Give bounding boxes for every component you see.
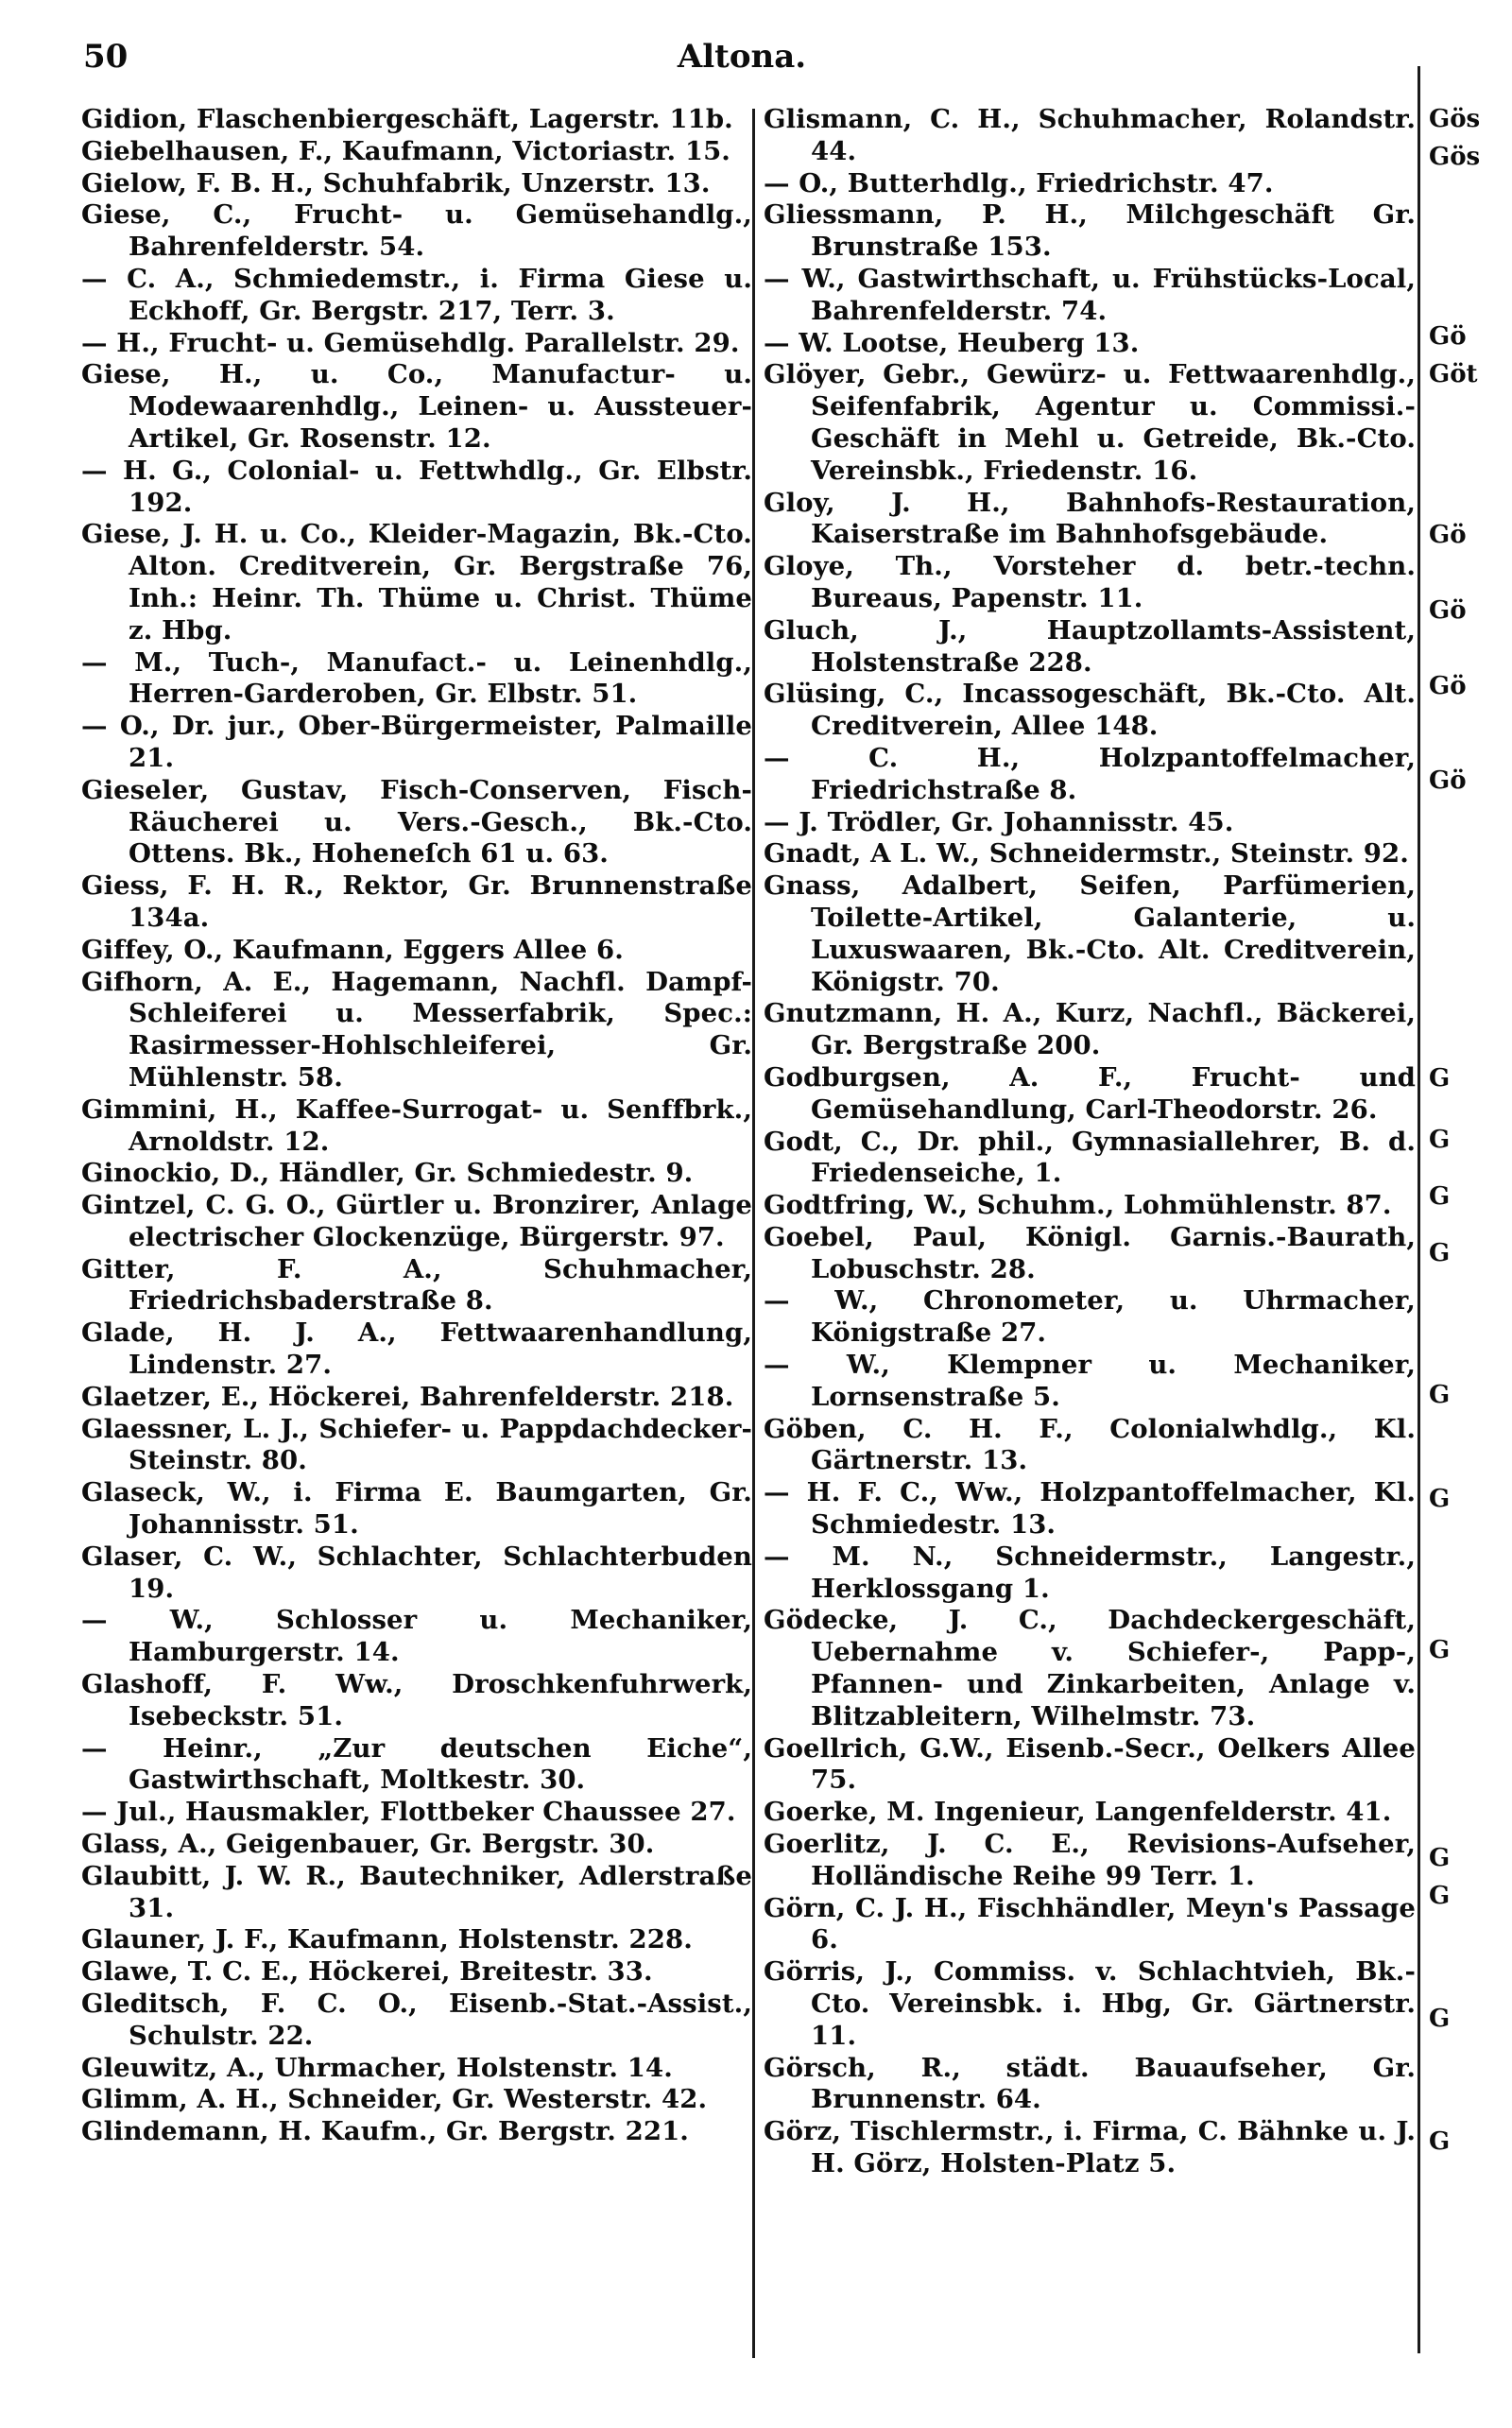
next-column-fragment (1427, 104, 1512, 2353)
directory-entry: Gielow, F. B. H., Schuhfabrik, Unzerstr. 13. (81, 167, 711, 198)
directory-entry: — M. N., Schneidermstr., Langestr., Herklossgang 1. (764, 1541, 1416, 1604)
clipped-entry-fragment: G (1429, 1882, 1451, 1910)
directory-entry: Gintzel, C. G. O., Gürtler u. Bronzirer, Anlage electrischer Glockenzüge, Bürgerstr. 97. (81, 1190, 752, 1252)
directory-entry: Gimmini, H., Kaffee-Surrogat- u. Senffbrk., Arnoldstr. 12. (81, 1093, 752, 1157)
directory-entry: Goerlitz, J. C. E., Revisions-Aufseher, Holländische Reihe 99 Terr. 1. (764, 1829, 1416, 1891)
directory-entry: Glaubitt, J. W. R., Bautechniker, Adlerstraße 31. (81, 1860, 752, 1923)
right-column (764, 104, 1416, 2180)
directory-entry: Glüsing, C., Incassogeschäft, Bk.-Cto. Alt. Creditverein, Allee 148. (764, 679, 1416, 742)
directory-entry: Görn, C. J. H., Fischhändler, Meyn's Passage 6. (764, 1892, 1416, 1955)
page-header (66, 17, 1418, 76)
directory-entry: Glöyer, Gebr., Gewürz- u. Fettwaarenhdlg., Seifenfabrik, Agentur u. Commissi.-Geschäft in Mehl u. Getreide, Bk.-Cto. Vereinsbk., Friedenstr. 16. (764, 359, 1416, 486)
directory-entry: Giess, F. H. R., Rektor, Gr. Brunnenstraße 134a. (81, 870, 752, 933)
directory-entry: — W., Gastwirthschaft, u. Frühstücks-Local, Bahrenfelderstr. 74. (764, 263, 1416, 326)
directory-entry: Goebel, Paul, Königl. Garnis.-Baurath, Lobuschstr. 28. (764, 1221, 1416, 1284)
clipped-entry-fragment: Gö (1429, 596, 1467, 625)
clipped-entry-fragment: Göt (1429, 360, 1478, 388)
clipped-entry-fragment: Gös (1429, 143, 1481, 171)
directory-entry: — W. Lootse, Heuberg 13. (764, 327, 1140, 358)
directory-entry: Giese, J. H. u. Co., Kleider-Magazin, Bk.-Cto. Alton. Creditverein, Gr. Bergstraße 76, Inh.: Heinr. Th. Thüme u. Christ. Thüme z. Hbg. (81, 519, 752, 646)
directory-entry: Glass, A., Geigenbauer, Gr. Bergstr. 30. (81, 1829, 655, 1860)
directory-entry: Glimm, A. H., Schneider, Gr. Westerstr. 42. (81, 2084, 708, 2115)
directory-entry: — H. G., Colonial- u. Fettwhdlg., Gr. Elbstr. 192. (81, 455, 752, 518)
directory-entry: Godt, C., Dr. phil., Gymnasiallehrer, B. d. Friedenseiche, 1. (764, 1126, 1416, 1189)
directory-entry: Goerke, M. Ingenieur, Langenfelderstr. 41. (764, 1797, 1392, 1828)
directory-entry: — H. F. C., Ww., Holzpantoffelmacher, Kl. Schmiedestr. 13. (764, 1477, 1416, 1541)
directory-entry: — W., Schlosser u. Mechaniker, Hamburgerstr. 14. (81, 1605, 752, 1668)
directory-entry: Gitter, F. A., Schuhmacher, Friedrichsbaderstraße 8. (81, 1253, 752, 1317)
directory-entry: Glaseck, W., i. Firma E. Baumgarten, Gr. Johannisstr. 51. (81, 1477, 752, 1541)
clipped-entry-fragment: G (1429, 2127, 1451, 2156)
directory-entry: — Heinr., „Zur deutschen Eiche“, Gastwirthschaft, Moltkestr. 30. (81, 1732, 752, 1796)
directory-entry: Giebelhausen, F., Kaufmann, Victoriastr. 15. (81, 135, 730, 166)
directory-entry: Gnadt, A L. W., Schneidermstr., Steinstr. 92. (764, 838, 1409, 870)
page-number: 50 (83, 38, 129, 76)
directory-entry: Giese, H., u. Co., Manufactur- u. Modewaarenhdlg., Leinen- u. Aussteuer-Artikel, Gr. Rosenstr. 12. (81, 359, 752, 454)
directory-entry: — M., Tuch-, Manufact.- u. Leinenhdlg., Herren-Garderoben, Gr. Elbstr. 51. (81, 646, 752, 710)
directory-entry: Gnutzmann, H. A., Kurz, Nachfl., Bäckerei, Gr. Bergstraße 200. (764, 998, 1416, 1061)
clipped-entry-fragment: Gö (1429, 322, 1467, 351)
clipped-entry-fragment: G (1429, 1239, 1451, 1267)
clipped-entry-fragment: G (1429, 1381, 1451, 1409)
directory-entry: — O., Dr. jur., Ober-Bürgermeister, Palmaille 21. (81, 711, 752, 773)
clipped-entry-fragment: G (1429, 1064, 1451, 1093)
clipped-entry-fragment: Gö (1429, 521, 1467, 549)
directory-entry: Göben, C. H. F., Colonialwhdlg., Kl. Gärtnerstr. 13. (764, 1413, 1416, 1476)
directory-entry: Giese, C., Frucht- u. Gemüsehandlg., Bahrenfelderstr. 54. (81, 199, 752, 263)
clipped-entry-fragment: Gö (1429, 672, 1467, 700)
directory-entry: Godburgsen, A. F., Frucht- und Gemüsehandlung, Carl-Theodorstr. 26. (764, 1061, 1416, 1125)
clipped-entry-fragment: G (1429, 2005, 1451, 2033)
directory-entry: Gleditsch, F. C. O., Eisenb.-Stat.-Assist., Schulstr. 22. (81, 1989, 752, 2051)
directory-entry: Glismann, C. H., Schuhmacher, Rolandstr. 44. (764, 104, 1416, 166)
directory-entry: Glaetzer, E., Höckerei, Bahrenfelderstr. 218. (81, 1381, 734, 1412)
directory-entry: Glade, H. J. A., Fettwaarenhandlung, Lindenstr. 27. (81, 1317, 752, 1381)
directory-entry: — C. A., Schmiedemstr., i. Firma Giese u. Eckhoff, Gr. Bergstr. 217, Terr. 3. (81, 263, 752, 326)
clipped-entry-fragment: G (1429, 1636, 1451, 1664)
directory-entry: Glashoff, F. Ww., Droschkenfuhrwerk, Isebeckstr. 51. (81, 1669, 752, 1731)
directory-entry: Glindemann, H. Kaufm., Gr. Bergstr. 221. (81, 2116, 689, 2147)
directory-entry: — Jul., Hausmakler, Flottbeker Chaussee 27. (81, 1797, 736, 1828)
column-divider (1418, 66, 1420, 2353)
directory-entry: Gluch, J., Hauptzollamts-Assistent, Holstenstraße 228. (764, 614, 1416, 678)
directory-entry: Gifhorn, A. E., Hagemann, Nachfl. Dampf-Schleiferei u. Messerfabrik, Spec.: Rasirmesser-Hohlschleiferei, Gr. Mühlenstr. 58. (81, 966, 752, 1093)
directory-entry: — C. H., Holzpantoffelmacher, Friedrichstraße 8. (764, 742, 1416, 805)
directory-entry: Glauner, J. F., Kaufmann, Holstenstr. 228. (81, 1924, 693, 1955)
clipped-entry-fragment: Gös (1429, 105, 1481, 133)
directory-entry: Glaser, C. W., Schlachter, Schlachterbuden 19. (81, 1541, 752, 1604)
clipped-entry-fragment: G (1429, 1485, 1451, 1513)
directory-entry: Görris, J., Commiss. v. Schlachtvieh, Bk.-Cto. Vereinsbk. i. Hbg, Gr. Gärtnerstr. 11. (764, 1956, 1416, 2051)
directory-entry: Goellrich, G.W., Eisenb.-Secr., Oelkers Allee 75. (764, 1732, 1416, 1796)
directory-entry: Glawe, T. C. E., Höckerei, Breitestr. 33. (81, 1956, 653, 1988)
directory-entry: Glaessner, L. J., Schiefer- u. Pappdachdecker-Steinstr. 80. (81, 1413, 752, 1476)
directory-entry: Godtfring, W., Schuhm., Lohmühlenstr. 87. (764, 1190, 1392, 1221)
directory-entry: Gliessmann, P. H., Milchgeschäft Gr. Brunstraße 153. (764, 199, 1416, 263)
directory-entry: — O., Butterhdlg., Friedrichstr. 47. (764, 167, 1274, 198)
directory-entry: Gloye, Th., Vorsteher d. betr.-techn. Bureaus, Papenstr. 11. (764, 551, 1416, 613)
directory-entry: Gloy, J. H., Bahnhofs-Restauration, Kaiserstraße im Bahnhofsgebäude. (764, 487, 1416, 550)
directory-entry: — H., Frucht- u. Gemüsehdlg. Parallelstr. 29. (81, 327, 740, 358)
directory-entry: — W., Chronometer, u. Uhrmacher, Königstraße 27. (764, 1285, 1416, 1349)
directory-entry: Gidion, Flaschenbiergeschäft, Lagerstr. 11b. (81, 104, 733, 134)
column-divider (752, 109, 755, 2358)
left-column (81, 104, 752, 2148)
running-head-title: Altona. (677, 38, 807, 76)
directory-entry: — J. Trödler, Gr. Johannisstr. 45. (764, 806, 1234, 837)
directory-entry: — W., Klempner u. Mechaniker, Lornsenstraße 5. (764, 1350, 1416, 1412)
directory-entry: Görz, Tischlermstr., i. Firma, C. Bähnke u. J. H. Görz, Holsten-Platz 5. (764, 2116, 1416, 2178)
clipped-entry-fragment: G (1429, 1182, 1451, 1211)
directory-entry: Gnass, Adalbert, Seifen, Parfümerien, Toilette-Artikel, Galanterie, u. Luxuswaaren, Bk.-Cto. Alt. Creditverein, Königstr. 70. (764, 870, 1416, 997)
directory-entry: Gleuwitz, A., Uhrmacher, Holstenstr. 14. (81, 2052, 673, 2083)
directory-entry: Görsch, R., städt. Bauaufseher, Gr. Brunnenstr. 64. (764, 2052, 1416, 2115)
clipped-entry-fragment: Gö (1429, 766, 1467, 795)
clipped-entry-fragment: G (1429, 1844, 1451, 1872)
directory-entry: Ginockio, D., Händler, Gr. Schmiedestr. 9. (81, 1158, 694, 1189)
directory-entry: Giffey, O., Kaufmann, Eggers Allee 6. (81, 934, 624, 965)
directory-entry: Gödecke, J. C., Dachdeckergeschäft, Uebernahme v. Schiefer-, Papp-, Pfannen- und Zinkarbeiten, Anlage v. Blitzableitern, Wilhelmstr. 73. (764, 1605, 1416, 1731)
directory-entry: Gieseler, Gustav, Fisch-Conserven, Fisch-Räucherei u. Vers.-Gesch., Bk.-Cto. Ottens. Bk., Hoheneſch 61 u. 63. (81, 774, 752, 870)
clipped-entry-fragment: G (1429, 1126, 1451, 1154)
